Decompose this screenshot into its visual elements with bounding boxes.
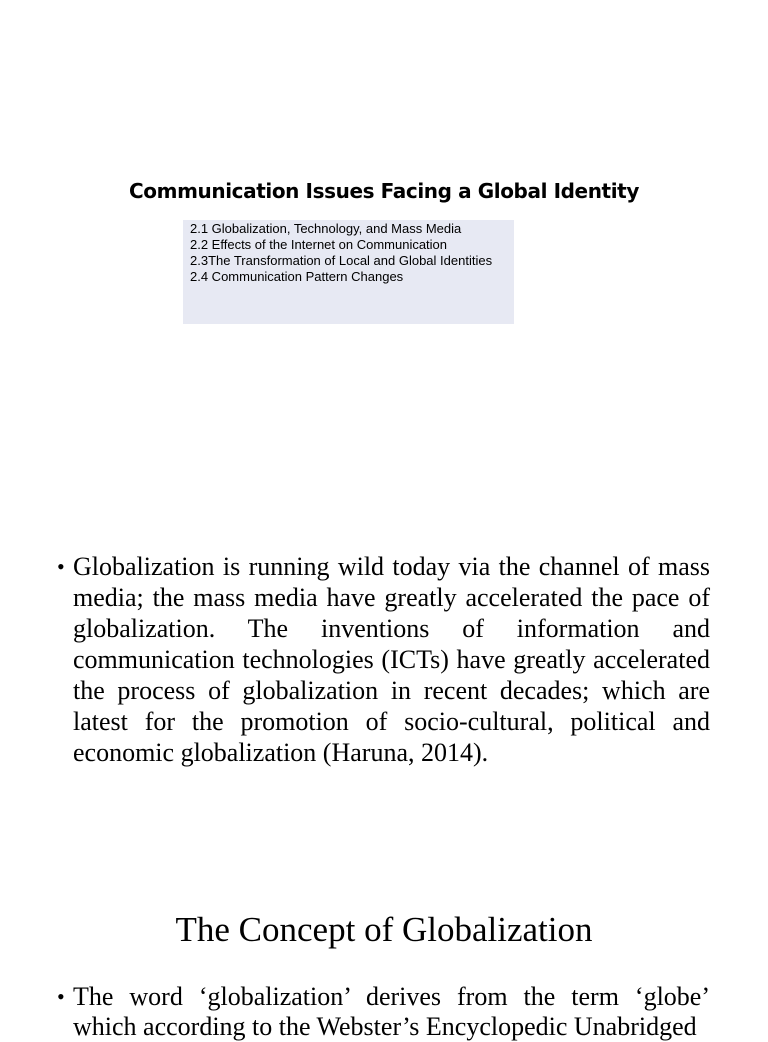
slide-title: Communication Issues Facing a Global Identity xyxy=(129,179,639,203)
paragraph-text: The word ‘globalization’ derives from the term ‘globe’ which according to the Webster’s Encyclopedic Unabridged xyxy=(73,982,710,1041)
bullet-paragraph xyxy=(57,551,710,768)
toc-item: 2.1 Globalization, Technology, and Mass Media xyxy=(190,221,462,236)
bullet-paragraph xyxy=(57,982,710,1042)
toc-item: 2.3The Transformation of Local and Global Identities xyxy=(190,253,493,268)
bullet-marker: • xyxy=(57,984,65,1009)
bullet-marker: • xyxy=(57,554,65,579)
table-of-contents xyxy=(183,220,514,324)
slide-title: The Concept of Globalization xyxy=(175,910,593,949)
toc-item: 2.2 Effects of the Internet on Communication xyxy=(190,237,448,252)
paragraph-text: Globalization is running wild today via the channel of mass media; the mass media have greatly accelerated the pace of globalization. The inventions of information and communication technologies (ICTs) have greatly accelerated the process of globalization in recent decades; which are latest for the promotion of socio-cultural, political and economic globalization (Haruna, 2014). xyxy=(73,552,710,767)
toc-item: 2.4 Communication Pattern Changes xyxy=(190,269,404,284)
